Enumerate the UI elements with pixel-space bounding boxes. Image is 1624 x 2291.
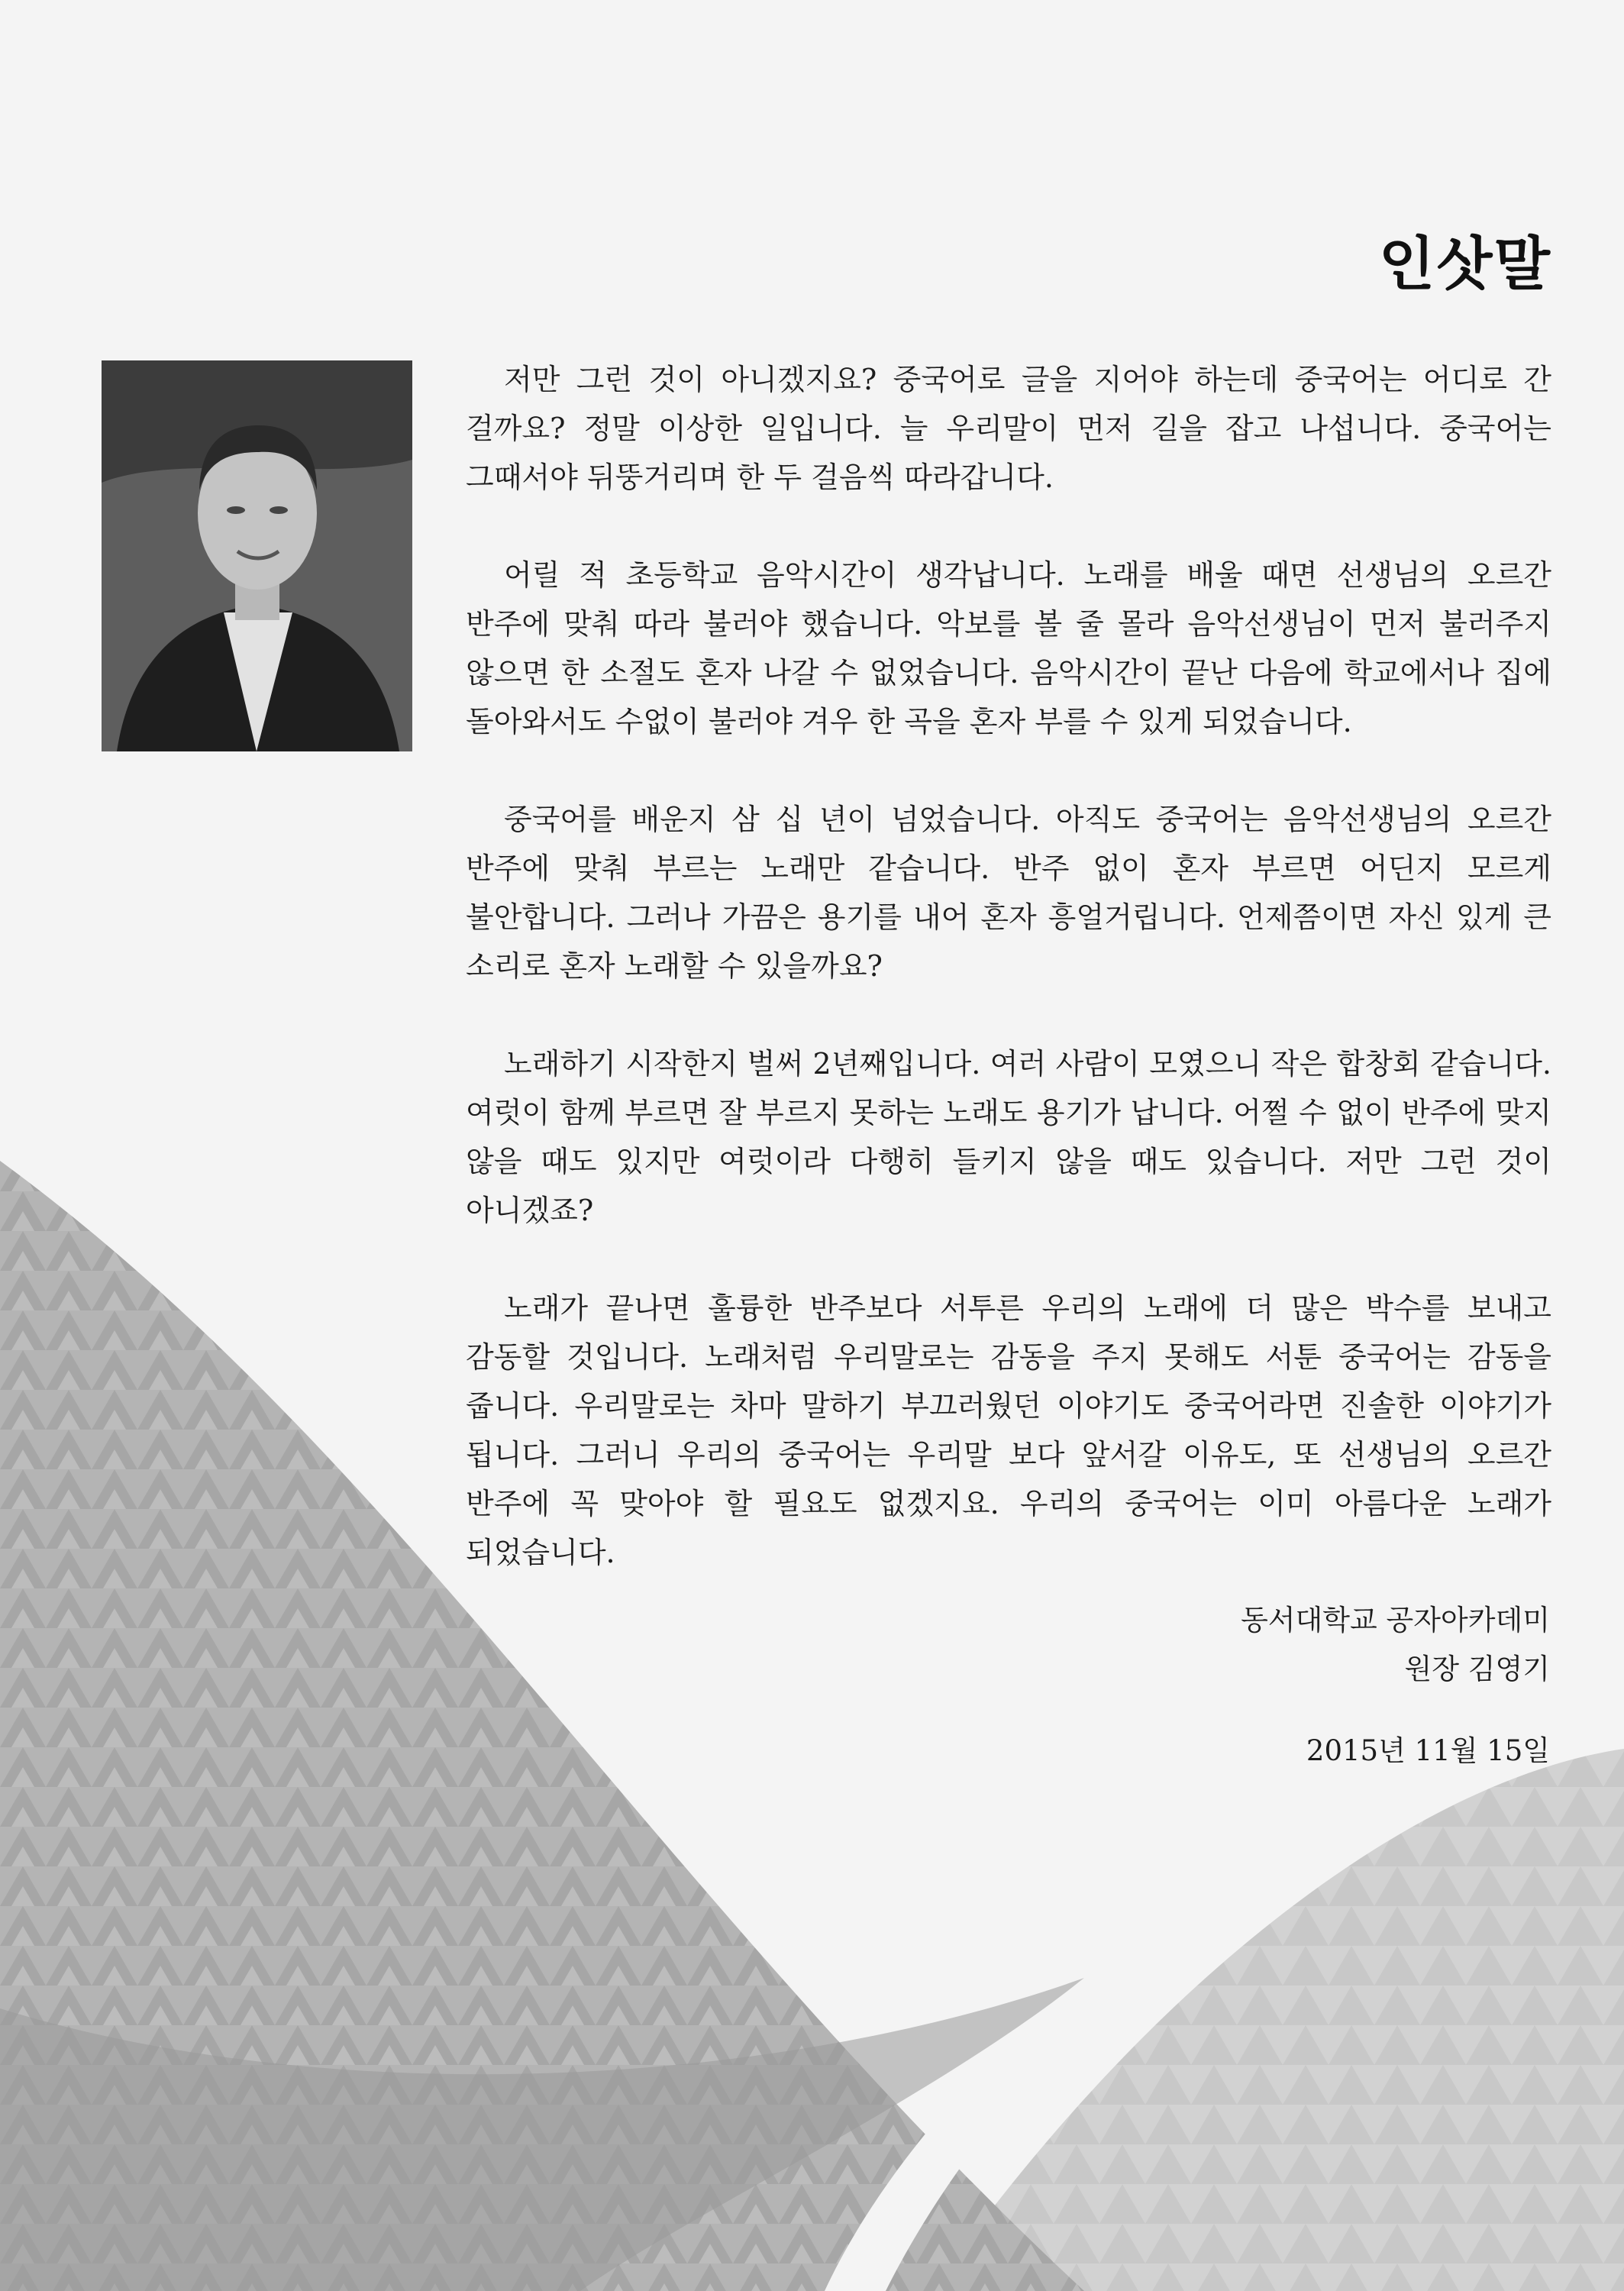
paragraph: 어릴 적 초등학교 음악시간이 생각납니다. 노래를 배울 때면 선생님의 오르간 반주에 맞춰 따라 불러야 했습니다. 악보를 볼 줄 몰라 음악선생님이 먼저 불러주지 않으면 한 소절도 혼자 나갈 수 없었습니다. 음악시간이 끝난 다음에 학교에서나 집에 돌아와서도 수없이 불러야 겨우 한 곡을 혼자 부를 수 있게 되었습니다. xyxy=(466,558,1551,738)
signature-name: 원장 김영기 xyxy=(1404,1653,1550,1685)
paragraph: 중국어를 배운지 삼 십 년이 넘었습니다. 아직도 중국어는 음악선생님의 오르간 반주에 맞춰 부르는 노래만 같습니다. 반주 없이 혼자 부르면 어딘지 모르게 불안합니다. 그러나 가끔은 용기를 내어 혼자 흥얼거립니다. 언제쯤이면 자신 있게 큰 소리로 혼자 노래할 수 있을까요? xyxy=(466,803,1551,983)
signature-organization: 동서대학교 공자아카데미 xyxy=(1241,1604,1550,1637)
paragraph: 노래하기 시작한지 벌써 2년째입니다. 여러 사람이 모였으니 작은 합창회 같습니다. 여럿이 함께 부르면 잘 부르지 못하는 노래도 용기가 납니다. 어쩔 수 없이 반주에 맞지 않을 때도 있지만 여럿이라 다행히 들키지 않을 때도 있습니다. 저만 그런 것이 아니겠죠? xyxy=(466,1047,1551,1227)
date-line: 2015년 11월 15일 xyxy=(1306,1734,1550,1767)
paragraph: 저만 그런 것이 아니겠지요? 중국어로 글을 지어야 하는데 중국어는 어디로 간 걸까요? 정말 이상한 일입니다. 늘 우리말이 먼저 길을 잡고 나섭니다. 중국어는 그때서야 뒤뚱거리며 한 두 걸음씩 따라갑니다. xyxy=(466,363,1551,494)
portrait-photo xyxy=(102,360,412,751)
paragraph: 노래가 끝나면 훌륭한 반주보다 서투른 우리의 노래에 더 많은 박수를 보내고 감동할 것입니다. 노래처럼 우리말로는 감동을 주지 못해도 서툰 중국어는 감동을 줍니다. 우리말로는 차마 말하기 부끄러웠던 이야기도 중국어라면 진솔한 이야기가 됩니다. 그러니 우리의 중국어는 우리말 보다 앞서갈 이유도, 또 선생님의 오르간 반주에 꼭 맞아야 할 필요도 없겠지요. 우리의 중국어는 이미 아름다운 노래가 되었습니다. xyxy=(466,1291,1551,1569)
greeting-body xyxy=(466,355,1551,1626)
page-title: 인삿말 xyxy=(1378,230,1551,298)
signature-block xyxy=(1241,1596,1550,1694)
